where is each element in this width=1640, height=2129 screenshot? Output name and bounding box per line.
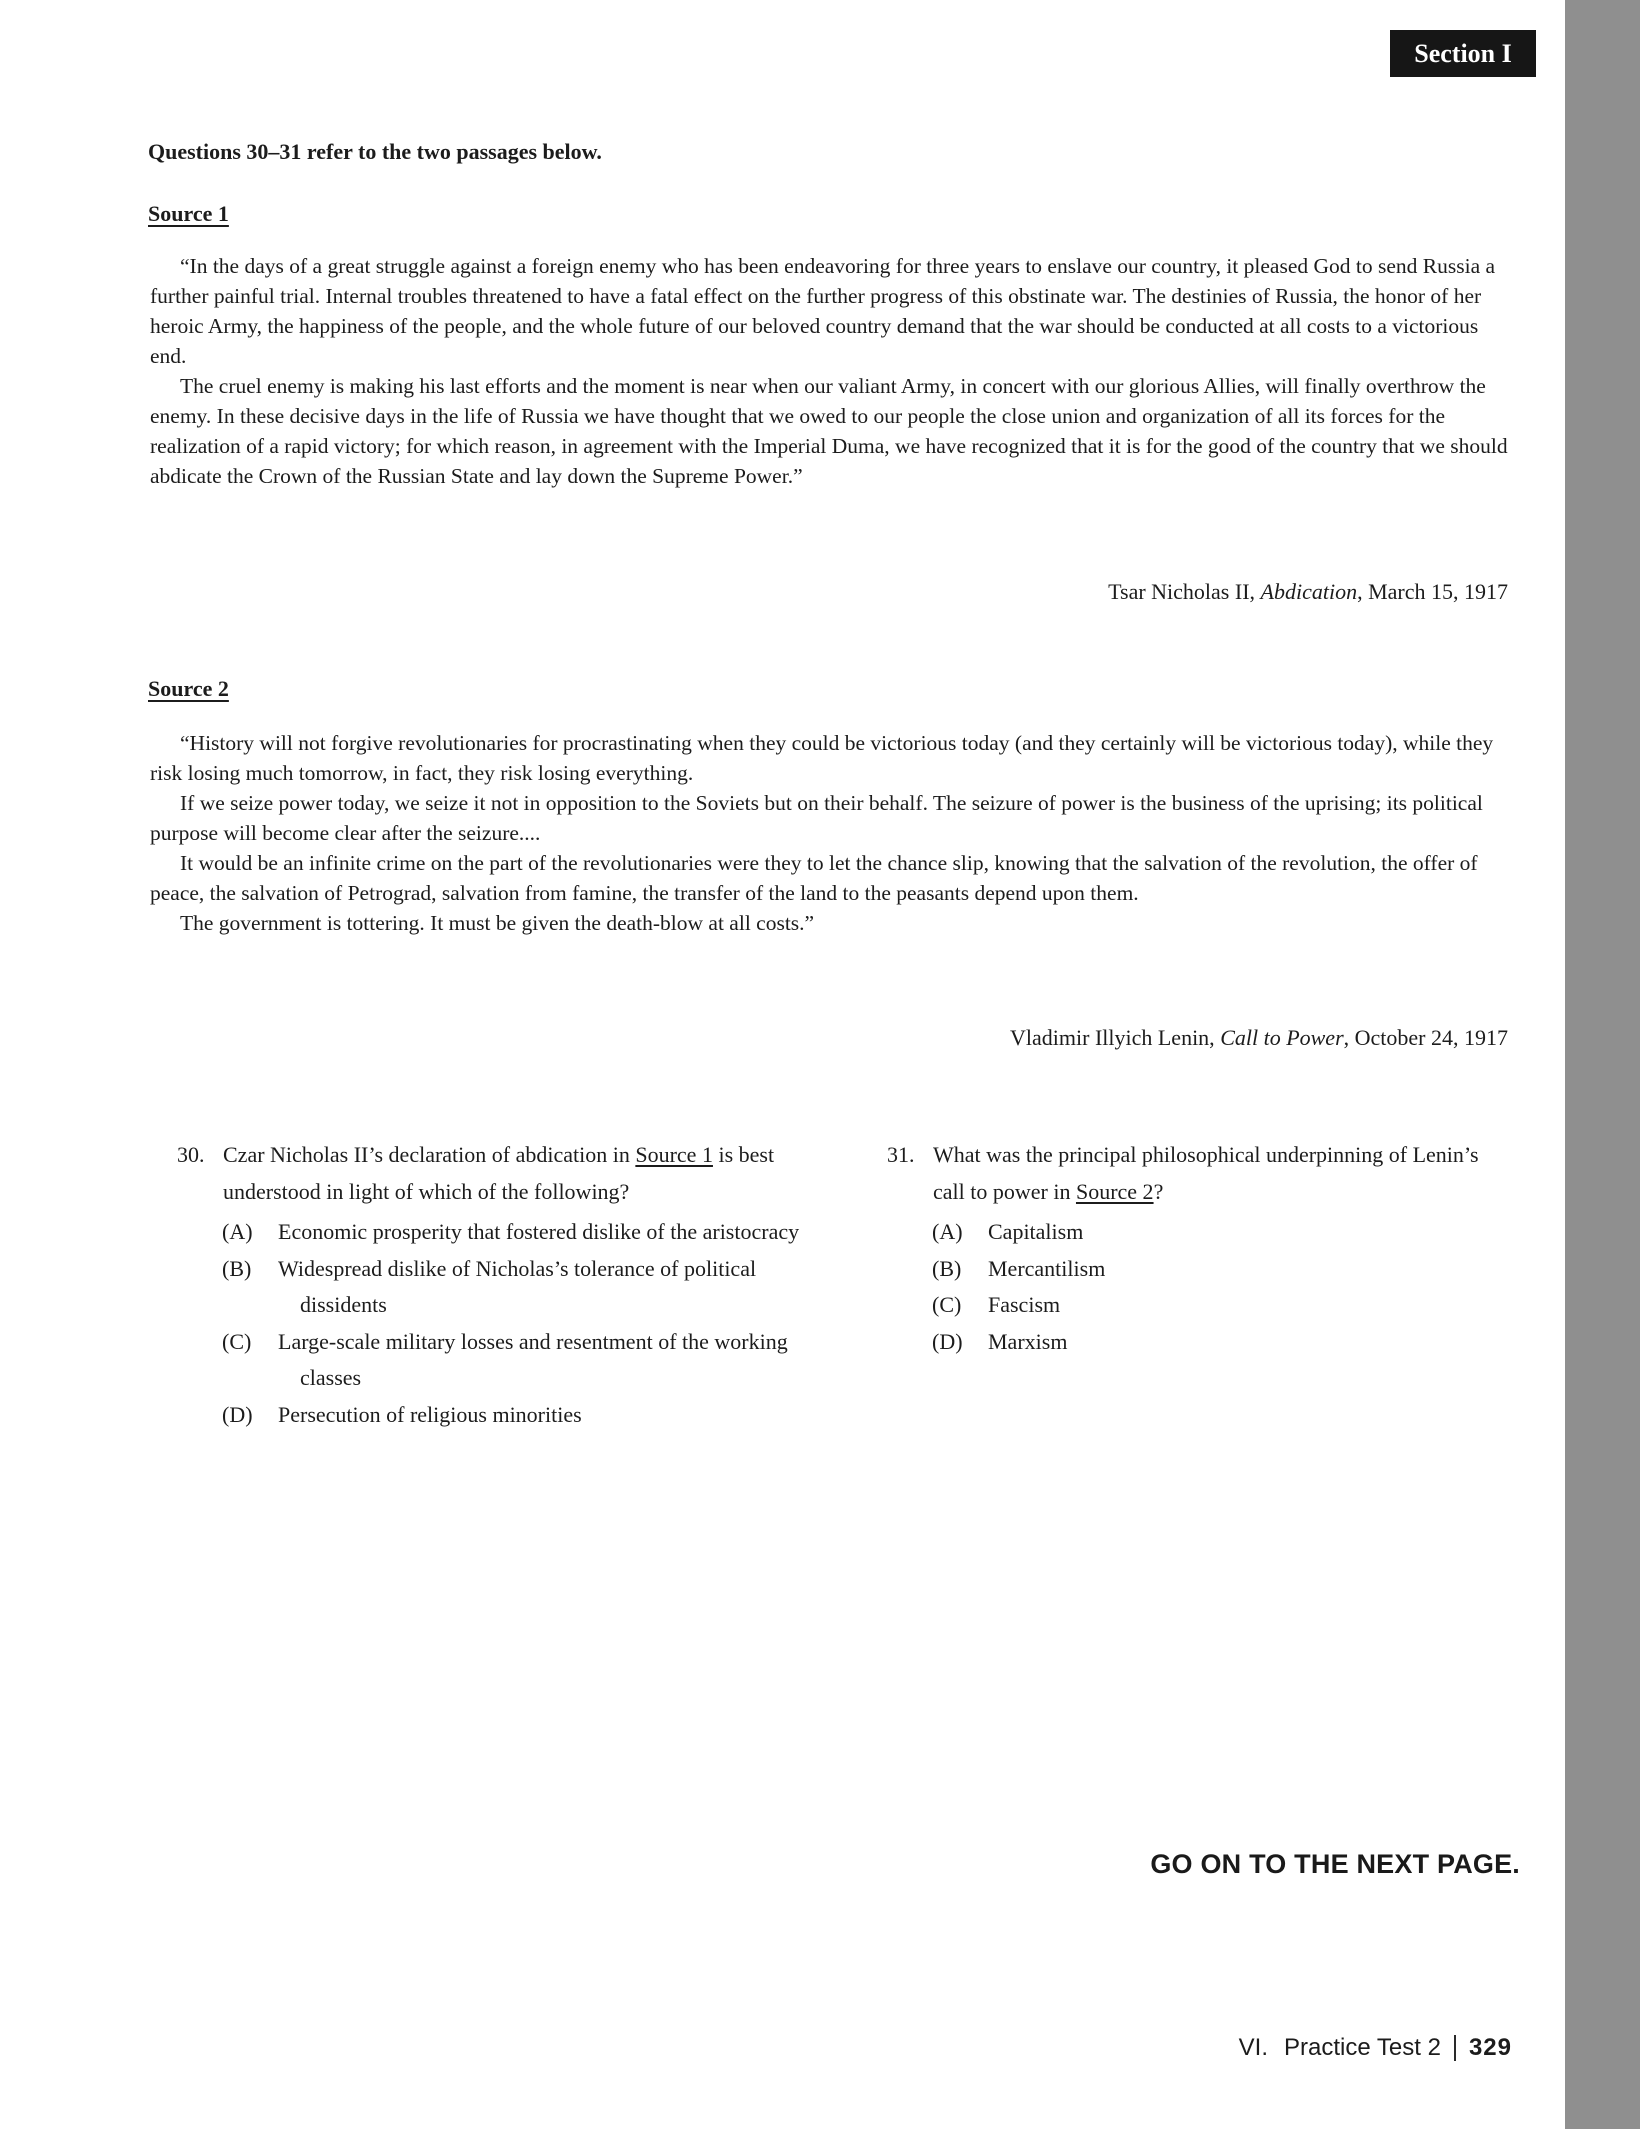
- source1-paragraph-2: The cruel enemy is making his last efforts and the moment is near when our valiant Army, in concert with our glorious Allies, will finally overthrow the enemy. In these decisive days in the life of Russia we have thought that we owed to our people the close union and organization of all its forces for the realization of a rapid victory; for which reason, in agreement with the Imperial Duma, we have recognized that it is for the good of the country that we should abdicate the Crown of the Russian State and lay down the Supreme Power.”: [150, 374, 1508, 488]
- page-footer: [1239, 2034, 1512, 2062]
- question-31-stem-text: What was the principal philosophical underpinning of Lenin’s call to power in: [933, 1142, 1479, 1204]
- source1-paragraph-1: “In the days of a great struggle against a foreign enemy who has been endeavoring for three years to enslave our country, it pleased God to send Russia a further painful trial. Internal troubles threatened to have a fatal effect on the further progress of this obstinate war. The destinies of Russia, the honor of her heroic Army, the happiness of the people, and the whole future of our beloved country demand that the war should be conducted at all costs to a victorious end.: [150, 254, 1496, 368]
- source1-attribution-date: , March 15, 1917: [1357, 579, 1508, 604]
- choice-c-label: (C): [222, 1328, 252, 1354]
- question-30-choices: [222, 1214, 802, 1433]
- question-30-choice-b: [222, 1251, 802, 1324]
- question-31-stem: [887, 1136, 1507, 1210]
- question-30-choice-d: [222, 1397, 802, 1434]
- choice-b-text: Mercantilism: [988, 1255, 1106, 1281]
- choice-a-text: Economic prosperity that fostered dislike of the aristocracy: [278, 1219, 800, 1244]
- question-30-stem-text-end: is best understood in light of which of the following?: [223, 1142, 775, 1204]
- question-30-choice-c: [222, 1324, 802, 1397]
- question-31-stem-text-end: ?: [1153, 1179, 1164, 1204]
- footer-separator: [1454, 2035, 1456, 2061]
- choice-a-label: (A): [932, 1219, 963, 1244]
- footer-chapter: VI.: [1238, 2034, 1268, 2061]
- source2-attribution-work: Call to Power: [1220, 1025, 1344, 1050]
- source2-paragraph-2: If we seize power today, we seize it not in opposition to the Soviets but on their behalf. The seizure of power is the business of the uprising; its political purpose will become clear after the seizure....: [150, 791, 1483, 845]
- question-30-number: 30.: [177, 1142, 205, 1167]
- choice-a-label: (A): [222, 1219, 253, 1244]
- choice-c-label: (C): [932, 1292, 962, 1317]
- source1-attribution: [150, 579, 1508, 605]
- source1-heading: Source 1: [148, 201, 229, 226]
- choice-a-text: Capitalism: [988, 1219, 1084, 1244]
- choice-d-text: Persecution of religious minorities: [278, 1401, 582, 1427]
- source2-attribution-author: Vladimir Illyich Lenin,: [1010, 1025, 1221, 1050]
- question-30-source-ref: Source 1: [635, 1142, 713, 1167]
- footer-page-number: 329: [1468, 2034, 1512, 2061]
- page-edge-bar: [1565, 0, 1640, 2129]
- footer-book-title: Practice Test 2: [1283, 2034, 1441, 2061]
- choice-c-text: Fascism: [988, 1292, 1061, 1317]
- choice-d-text: Marxism: [988, 1328, 1068, 1354]
- source2-heading: Source 2: [148, 676, 229, 701]
- choice-b-label: (B): [222, 1255, 252, 1281]
- source2-paragraph-3: It would be an infinite crime on the part of the revolutionaries were they to let the chance slip, knowing that the salvation of the revolution, the offer of peace, the salvation of Petrograd, salvation from famine, the transfer of the land to the peasants depend upon them.: [150, 851, 1478, 905]
- choice-b-label: (B): [932, 1255, 962, 1281]
- question-31-choice-a: [932, 1214, 1507, 1251]
- source1-attribution-work: Abdication: [1260, 579, 1358, 604]
- question-31-source-ref: Source 2: [1075, 1179, 1154, 1204]
- question-31-choice-c: [932, 1287, 1507, 1324]
- question-31-choice-d: [932, 1324, 1507, 1361]
- question-30-choice-a: [222, 1214, 802, 1251]
- go-on-instruction: GO ON TO THE NEXT PAGE.: [1150, 1849, 1520, 1879]
- question-30: [177, 1136, 802, 1433]
- question-31-choices: [932, 1214, 1507, 1360]
- section-badge: [1390, 30, 1536, 77]
- question-31: [887, 1136, 1507, 1360]
- source2-paragraph-4: The government is tottering. It must be given the death-blow at all costs.”: [180, 911, 815, 935]
- questions-intro-heading: Questions 30–31 refer to the two passages below.: [148, 139, 602, 164]
- source2-attribution-date: , October 24, 1917: [1343, 1025, 1508, 1050]
- question-30-stem-text: Czar Nicholas II’s declaration of abdication in: [223, 1142, 636, 1167]
- source1-attribution-author: Tsar Nicholas II,: [1108, 579, 1261, 604]
- question-31-choice-b: [932, 1251, 1507, 1288]
- source1-passage: [150, 251, 1508, 491]
- source2-paragraph-1: “History will not forgive revolutionaries for procrastinating when they could be victorious today (and they certainly will be victorious today), while they risk losing much tomorrow, in fact, they risk losing everything.: [150, 731, 1494, 785]
- section-badge-label: Section I: [1414, 38, 1512, 68]
- choice-d-label: (D): [932, 1328, 963, 1354]
- choice-d-label: (D): [222, 1401, 253, 1427]
- source2-attribution: [150, 1025, 1508, 1051]
- question-31-number: 31.: [887, 1142, 915, 1167]
- question-30-stem: [177, 1136, 802, 1210]
- choice-b-text: Widespread dislike of Nicholas’s tolerance of political dissidents: [278, 1255, 757, 1317]
- choice-c-text: Large-scale military losses and resentment of the working classes: [278, 1328, 788, 1390]
- source2-passage: [150, 728, 1508, 938]
